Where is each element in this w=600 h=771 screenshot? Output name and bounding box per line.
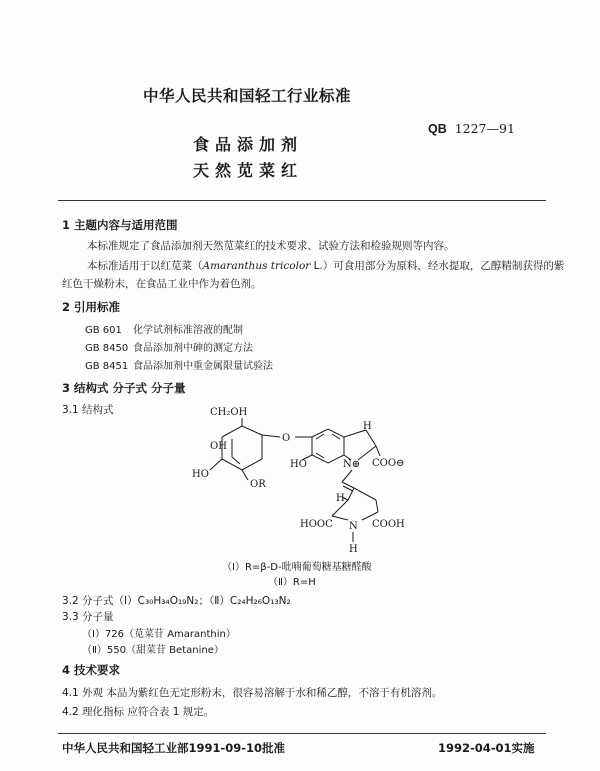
section-3-3-heading: 3.3 分子量 bbox=[62, 611, 114, 623]
reference-code: GB 8450 bbox=[85, 343, 129, 354]
label-oh: OH bbox=[210, 441, 227, 452]
label-h-chain: H bbox=[336, 493, 345, 504]
label-hooc: HOOC bbox=[300, 519, 333, 530]
standard-number-value: 1227—91 bbox=[454, 121, 515, 136]
label-n: N bbox=[349, 521, 358, 532]
issuing-authority: 中华人民共和国轻工行业标准 bbox=[143, 87, 352, 105]
section-2-heading: 2 引用标准 bbox=[62, 300, 121, 314]
section-1-para-2-cont: 红色干燥粉末，在食品工业中作为着色剂。 bbox=[62, 278, 262, 290]
bottom-divider bbox=[58, 733, 546, 734]
standard-code: QB bbox=[428, 122, 447, 136]
title-line-2: 天然苋菜红 bbox=[193, 161, 304, 180]
standard-number bbox=[428, 121, 515, 136]
para-2-part-b: L.）可食用部分为原料，经水提取，乙醇精制获得的紫 bbox=[310, 260, 565, 272]
label-or: OR bbox=[250, 479, 266, 490]
section-3-heading: 3 结构式 分子式 分子量 bbox=[62, 381, 186, 395]
label-ch2oh: CH₂OH bbox=[210, 407, 248, 418]
molecular-weight-1: （Ⅰ）726（苋菜苷 Amaranthin） bbox=[82, 629, 236, 640]
para-2-part-a: 本标准适用于以红苋菜（ bbox=[87, 260, 203, 272]
betacyanin-structure-diagram bbox=[180, 404, 430, 560]
section-3-1-heading: 3.1 结构式 bbox=[62, 404, 114, 416]
section-1-para-2 bbox=[87, 258, 564, 273]
label-h-pyrrole: H bbox=[363, 421, 372, 432]
structure-caption-1: （Ⅰ）R=β-D-吡喃葡萄糖基糖醛酸 bbox=[222, 562, 372, 573]
reference-code: GB 601 bbox=[85, 325, 122, 336]
section-4-2-physicochemical: 4.2 理化指标 应符合表 1 规定。 bbox=[62, 706, 215, 718]
reference-item bbox=[85, 339, 253, 354]
label-ho-aromatic: HO bbox=[290, 459, 307, 470]
reference-title: 食品添加剂中重金属限量试验法 bbox=[133, 361, 273, 372]
label-n-plus: N⊕ bbox=[343, 459, 361, 470]
reference-title: 食品添加剂中砷的测定方法 bbox=[133, 343, 253, 354]
title-line-1: 食品添加剂 bbox=[193, 135, 304, 154]
section-4-heading: 4 技术要求 bbox=[62, 663, 121, 677]
label-cooh: COOH bbox=[372, 519, 405, 530]
structure-caption-2: （Ⅱ）R=H bbox=[268, 577, 316, 588]
label-coo-minus: COO⊖ bbox=[372, 458, 405, 469]
reference-item bbox=[85, 321, 243, 336]
label-ho-sugar: HO bbox=[192, 469, 209, 480]
latin-species-name: Amaranthus tricolor bbox=[202, 260, 311, 272]
reference-title: 化学试剂标准溶液的配制 bbox=[133, 325, 243, 336]
approval-date: 中华人民共和国轻工业部1991-09-10批准 bbox=[62, 741, 286, 755]
section-4-1-appearance: 4.1 外观 本品为紫红色无定形粉末，很容易溶解于水和稀乙醇，不溶于有机溶剂。 bbox=[62, 687, 443, 699]
label-h-nh: H bbox=[349, 544, 358, 555]
section-3-2-formula: 3.2 分子式（Ⅰ）C₃₀H₃₄O₁₉N₂；（Ⅱ）C₂₄H₂₆O₁₃N₂ bbox=[62, 595, 291, 607]
implementation-date: 1992-04-01实施 bbox=[438, 741, 535, 755]
reference-code: GB 8451 bbox=[85, 361, 129, 372]
reference-item bbox=[85, 357, 273, 372]
label-o-glycosidic: O bbox=[282, 433, 291, 444]
section-1-para-1: 本标准规定了食品添加剂天然苋菜红的技术要求、试验方法和检验规则等内容。 bbox=[87, 240, 455, 252]
section-1-heading: 1 主题内容与适用范围 bbox=[62, 218, 178, 232]
top-divider bbox=[58, 200, 546, 201]
molecular-weight-2: （Ⅱ）550（甜菜苷 Betanine） bbox=[82, 645, 224, 656]
